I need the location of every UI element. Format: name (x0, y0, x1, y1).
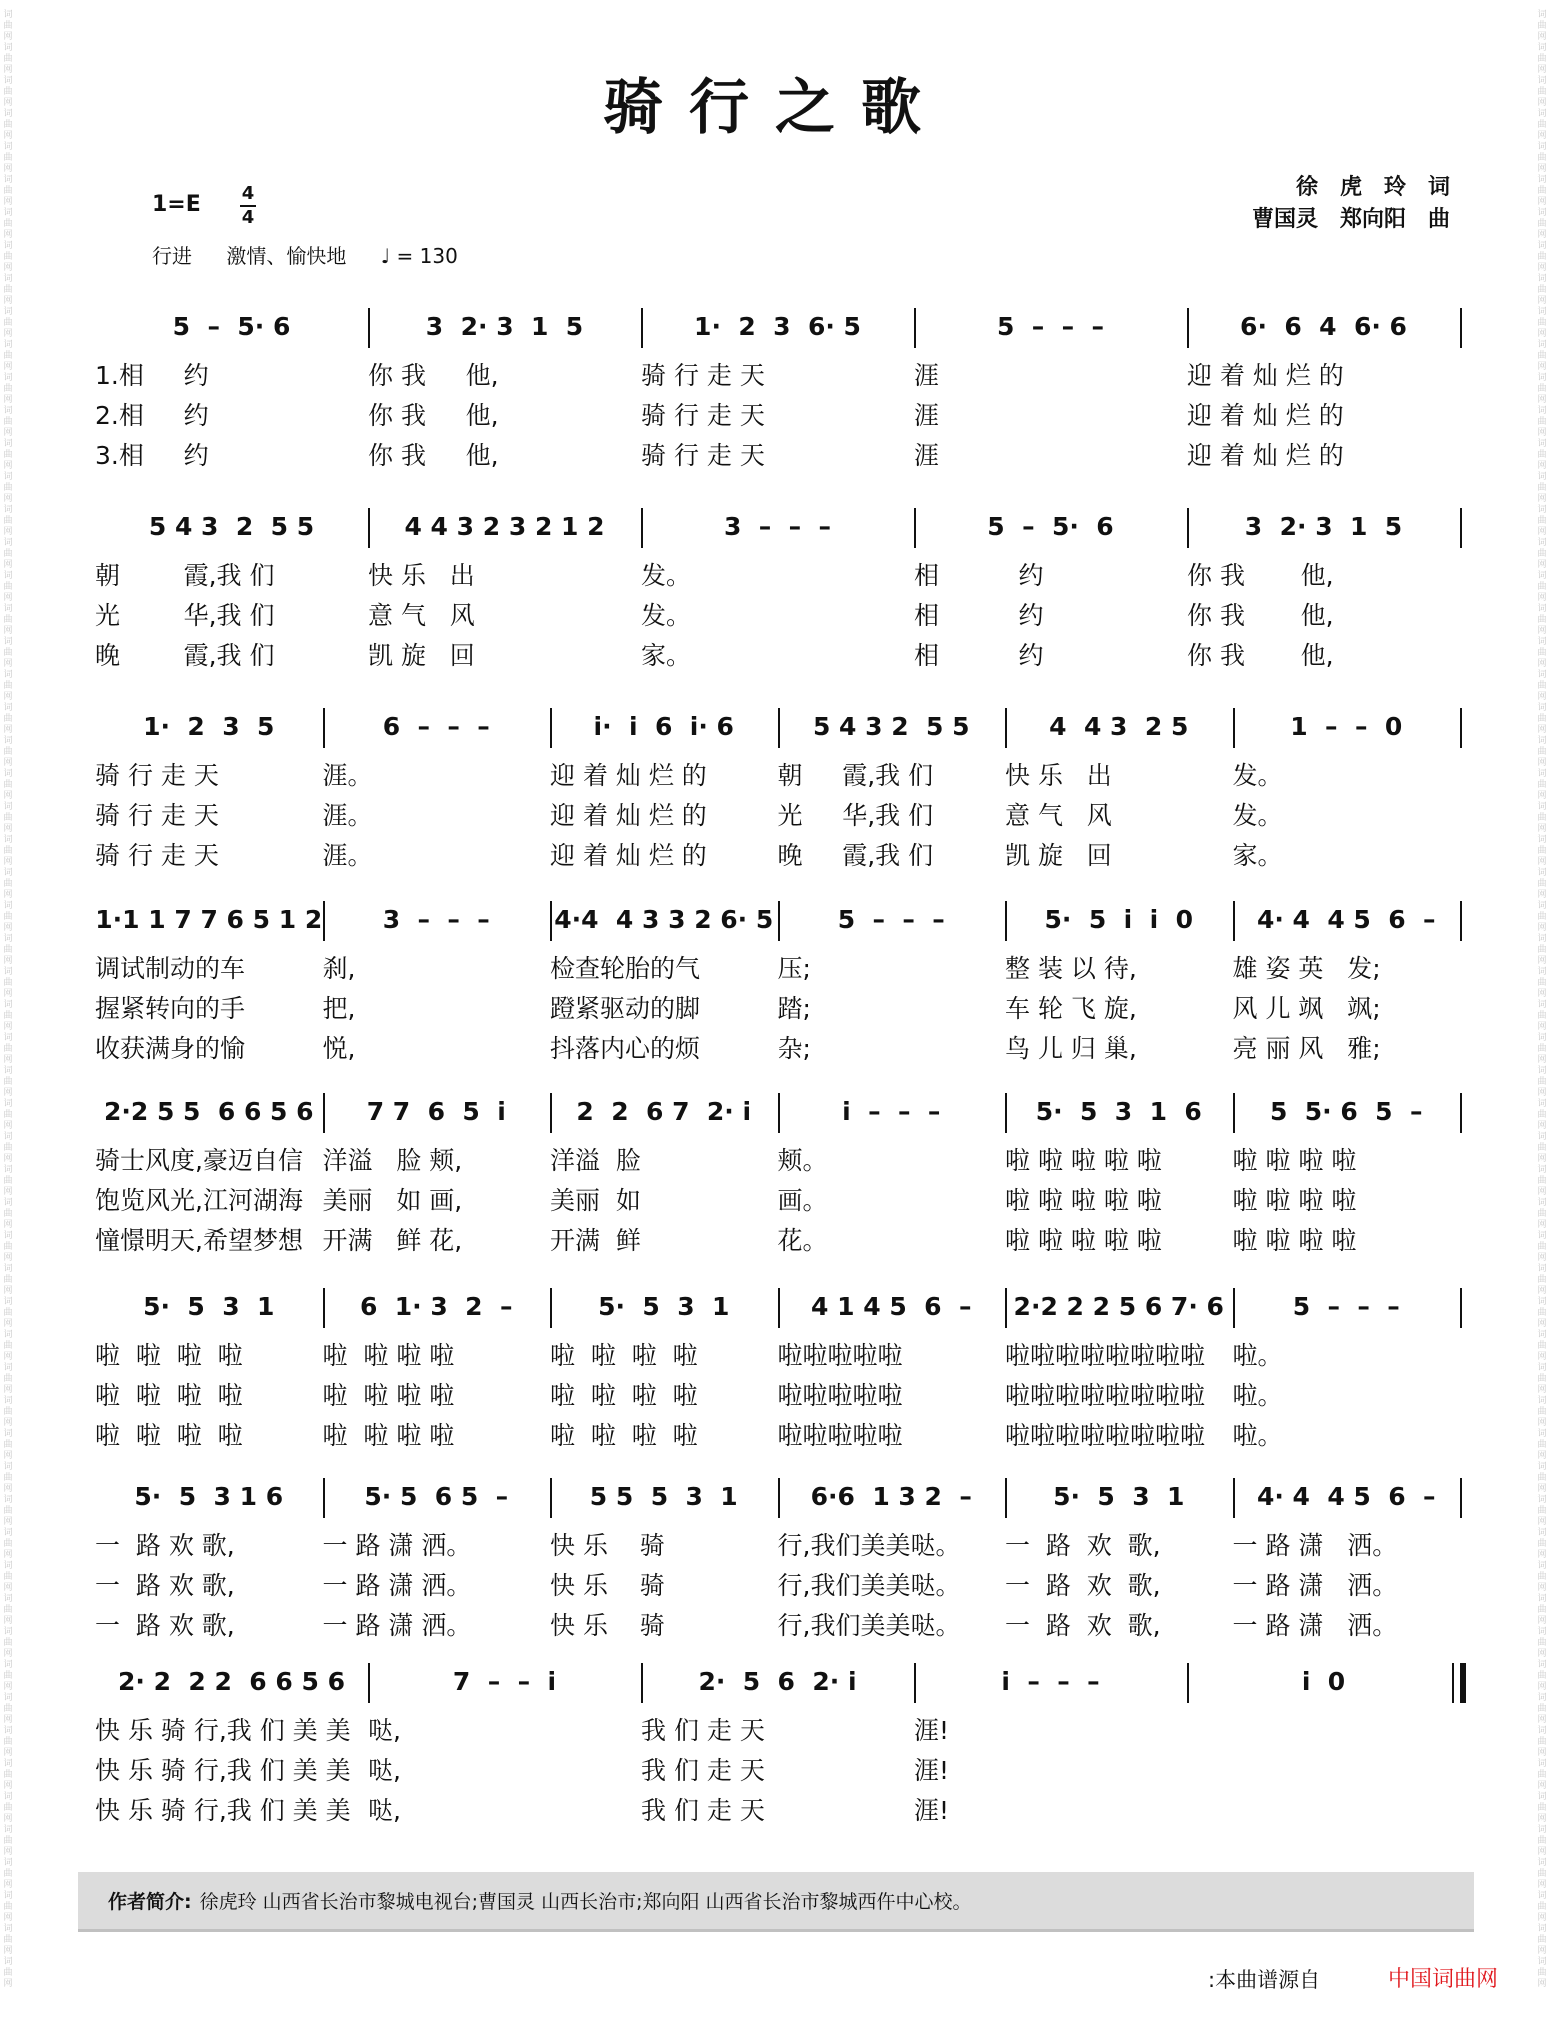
lyric-segment: 啦啦啦啦啦 (777, 1341, 903, 1370)
lyric-segment: 家。 (1232, 841, 1283, 870)
lyric-segment: 涯 (914, 361, 940, 390)
notation-row (95, 700, 1460, 756)
lyric-segment: 快 乐 骑 (550, 1571, 665, 1600)
lyric-line (95, 1336, 1460, 1376)
score-system (95, 1655, 1460, 1831)
lyric-segment: 亮 丽 风 雅; (1232, 1034, 1381, 1063)
lyric-segment: 快 乐 骑 行,我 们 美 美 (95, 1716, 351, 1745)
lyric-line (95, 1526, 1460, 1566)
lyric-segment: 颊。 (777, 1146, 828, 1175)
measure-notes: 5· 5 3 1 6 (1035, 1097, 1202, 1126)
lyric-line (95, 636, 1460, 676)
measure-notes: 2·2 2 2 5 6 7· 6 (1013, 1292, 1224, 1321)
measure-notes: 5 5· 6 5 – (1269, 1097, 1423, 1126)
notation-row (95, 300, 1460, 356)
lyric-segment: 洋溢 脸 (550, 1146, 641, 1175)
measure-notes: 4 4 3 2 3 2 1 2 (404, 512, 605, 541)
measure-notes: 2·2 5 5 6 6 5 6 (103, 1097, 314, 1126)
lyric-segment: 涯 (914, 441, 940, 470)
lyric-segment: 啦。 (1232, 1381, 1283, 1410)
lyric-segment: 快 乐 骑 (550, 1611, 665, 1640)
tempo-marking (152, 240, 486, 269)
lyric-segment: 涯 (914, 401, 940, 430)
lyric-segment: 开满 鲜 (550, 1226, 641, 1255)
measure-notes: 5 4 3 2 5 5 (148, 512, 315, 541)
lyric-segment: 一 路 潇 洒。 (1232, 1611, 1398, 1640)
lyric-segment: 快 乐 出 (368, 561, 475, 590)
lyric-segment: 啦 啦 啦 啦 啦 (1005, 1146, 1162, 1175)
barline (1460, 1093, 1462, 1133)
lyric-segment: 整 装 以 待, (1005, 954, 1137, 983)
lyric-segment: 1.相 约 (95, 361, 209, 390)
measure-notes: 6 – – – (382, 712, 490, 741)
site-name: 中国词曲网 (1388, 1967, 1499, 1992)
lyric-segment: 啦 啦 啦 啦 啦 (1005, 1226, 1162, 1255)
score-system (95, 1280, 1460, 1456)
lyric-segment: 一 路 欢 歌, (95, 1571, 235, 1600)
lyric-segment: 一 路 潇 洒。 (322, 1531, 472, 1560)
measure-notes: 5· 5 3 1 (598, 1292, 730, 1321)
lyric-segment: 一 路 潇 洒。 (1232, 1531, 1398, 1560)
lyric-segment: 压; (777, 954, 811, 983)
notation-row (95, 1655, 1460, 1711)
lyric-segment: 一 路 欢 歌, (95, 1611, 235, 1640)
tempo-bpm: ♩ = 130 (380, 244, 458, 268)
lyric-line (95, 1606, 1460, 1646)
lyric-segment: 涯。 (322, 841, 373, 870)
lyric-segment: 行,我们美美哒。 (777, 1571, 961, 1600)
lyric-segment: 涯。 (322, 801, 373, 830)
lyric-segment: 憧憬明天,希望梦想 (95, 1226, 303, 1255)
lyric-segment: 相 约 (914, 561, 1044, 590)
lyric-segment: 美丽 如 (550, 1186, 641, 1215)
lyric-segment: 啦啦啦啦啦啦啦啦 (1005, 1341, 1206, 1370)
lyric-segment: 发。 (641, 601, 692, 630)
lyric-segment: 啦啦啦啦啦 (777, 1421, 903, 1450)
lyric-segment: 快 乐 骑 行,我 们 美 美 (95, 1796, 351, 1825)
measure-notes: 4 4 3 2 5 (1049, 712, 1189, 741)
lyric-segment: 光 华,我 们 (777, 801, 934, 830)
lyric-segment: 一 路 欢 歌, (1005, 1571, 1161, 1600)
lyric-segment: 发。 (641, 561, 692, 590)
lyric-segment (1187, 1711, 1460, 1751)
lyric-line (95, 756, 1460, 796)
measure-notes: 5 – – – (996, 312, 1105, 341)
lyric-segment: 骑 行 走 天 (95, 801, 219, 830)
lyric-segment: 啦 啦 啦 啦 (95, 1341, 243, 1370)
lyric-segment: 检查轮胎的气 (550, 954, 701, 983)
lyric-segment: 3.相 约 (95, 441, 209, 470)
lyric-segment: 凯 旋 回 (1005, 841, 1112, 870)
barline (1460, 901, 1462, 941)
lyric-segment: 啦啦啦啦啦啦啦啦 (1005, 1381, 1206, 1410)
lyric-line (95, 556, 1460, 596)
notation-row (95, 500, 1460, 556)
lyric-segment: 一 路 欢 歌, (1005, 1531, 1161, 1560)
lyric-segment: 涯! (914, 1796, 950, 1825)
measure-notes: 5· 5 i i 0 (1044, 905, 1193, 934)
lyric-segment: 我 们 走 天 (641, 1716, 765, 1745)
lyric-line (95, 356, 1460, 396)
measure-notes: 5 – 5· 6 (172, 312, 291, 341)
key-signature: 1=E (152, 192, 201, 217)
barline (1460, 1288, 1462, 1328)
lyric-segment: 哒, (368, 1796, 401, 1825)
lyric-segment: 啦 啦 啦 啦 (322, 1341, 455, 1370)
lyric-segment: 饱览风光,江河湖海 (95, 1186, 303, 1215)
lyric-line (95, 989, 1460, 1029)
measure-notes: 3 2· 3 1 5 (1244, 512, 1403, 541)
tempo-style: 行进 (152, 244, 192, 268)
lyric-segment: 你 我 他, (1187, 641, 1334, 670)
lyric-segment: 骑士风度,豪迈自信 (95, 1146, 303, 1175)
left-watermark: 词曲网词曲网词曲网词曲网词曲网词曲网词曲网词曲网词曲网词曲网词曲网词曲网词曲网词曲网词曲网词曲网词曲网词曲网词曲网词曲网词曲网词曲网词曲网词曲网词曲网词曲网词曲网词曲网词曲网词曲网词曲网词曲网词曲网词曲网词曲网词曲网词曲网词曲网词曲网词曲网词曲网词曲网词曲网词曲网词曲网词曲网词曲网词曲网词曲网词曲网词曲网词曲网词曲网词曲网词曲网词曲网词曲网词曲网词曲网词曲网 (3, 10, 13, 1989)
lyric-segment: 2.相 约 (95, 401, 209, 430)
lyric-segment: 涯。 (322, 761, 373, 790)
measure-notes: 5· 5 3 1 (143, 1292, 275, 1321)
lyric-segment: 调试制动的车 (95, 954, 246, 983)
lyric-segment: 刹, (322, 954, 356, 983)
notation-row (95, 893, 1460, 949)
author-info (78, 1872, 1474, 1932)
measure-notes: 7 – – i (452, 1667, 557, 1696)
lyric-segment: 相 约 (914, 641, 1044, 670)
measure-notes: 2 2 6 7 2· i (576, 1097, 752, 1126)
author-info-text: 徐虎玲 山西省长治市黎城电视台;曹国灵 山西长治市;郑向阳 山西省长治市黎城西仵中心校。 (199, 1891, 972, 1913)
measure-notes: 5· 5 3 1 (1053, 1482, 1185, 1511)
lyric-segment: 凯 旋 回 (368, 641, 475, 670)
lyric-line (95, 1376, 1460, 1416)
measure-notes: 4 1 4 5 6 – (811, 1292, 972, 1321)
lyric-line (95, 1711, 1460, 1751)
measure-notes: 4· 4 4 5 6 – (1256, 905, 1436, 934)
measure-notes: 6 1· 3 2 – (359, 1292, 513, 1321)
measure-notes: 5 5 5 3 1 (589, 1482, 738, 1511)
lyric-line (95, 436, 1460, 476)
measure-notes: 2· 5 6 2· i (698, 1667, 857, 1696)
measure-notes: 1 – – 0 (1290, 712, 1403, 741)
lyric-segment: 洋溢 脸 颊, (322, 1146, 463, 1175)
lyric-segment: 风 儿 飒 飒; (1232, 994, 1381, 1023)
measure-notes: 5 4 3 2 5 5 (812, 712, 970, 741)
lyric-segment: 车 轮 飞 旋, (1005, 994, 1137, 1023)
composer-credit: 曹国灵 郑向阳 曲 (1251, 207, 1450, 232)
score-system (95, 1470, 1460, 1646)
lyric-segment: 意 气 风 (1005, 801, 1112, 830)
lyric-segment: 我 们 走 天 (641, 1796, 765, 1825)
lyric-segment: 迎 着 灿 烂 的 (550, 801, 707, 830)
score-system (95, 500, 1460, 676)
lyric-line (95, 1416, 1460, 1456)
lyric-segment: 你 我 他, (368, 401, 499, 430)
lyric-segment: 迎 着 灿 烂 的 (550, 841, 707, 870)
lyric-segment: 啦啦啦啦啦啦啦啦 (1005, 1421, 1206, 1450)
lyric-segment: 一 路 潇 洒。 (1232, 1571, 1398, 1600)
measure-notes: 6·6 1 3 2 – (810, 1482, 972, 1511)
lyric-segment: 你 我 他, (1187, 601, 1334, 630)
notation-row (95, 1085, 1460, 1141)
measure-notes: 4·4 4 3 3 2 6· 5 (554, 905, 774, 934)
lyric-segment: 握紧转向的手 (95, 994, 246, 1023)
tempo-mood: 激情、愉快地 (226, 244, 347, 268)
measure-notes: 1· 2 3 6· 5 (694, 312, 861, 341)
lyric-segment: 发。 (1232, 801, 1283, 830)
lyric-segment: 快 乐 出 (1005, 761, 1112, 790)
lyric-segment: 啦 啦 啦 啦 (1232, 1146, 1357, 1175)
lyric-segment: 涯! (914, 1756, 950, 1785)
lyric-segment: 啦。 (1232, 1341, 1283, 1370)
right-watermark: 词曲网词曲网词曲网词曲网词曲网词曲网词曲网词曲网词曲网词曲网词曲网词曲网词曲网词曲网词曲网词曲网词曲网词曲网词曲网词曲网词曲网词曲网词曲网词曲网词曲网词曲网词曲网词曲网词曲网词曲网词曲网词曲网词曲网词曲网词曲网词曲网词曲网词曲网词曲网词曲网词曲网词曲网词曲网词曲网词曲网词曲网词曲网词曲网词曲网词曲网词曲网词曲网词曲网词曲网词曲网词曲网词曲网词曲网词曲网词曲网 (1537, 10, 1547, 1989)
lyric-line (95, 796, 1460, 836)
measure-notes: 3 2· 3 1 5 (425, 312, 584, 341)
lyric-segment: 啦 啦 啦 啦 (95, 1381, 243, 1410)
lyric-segment: 一 路 欢 歌, (1005, 1611, 1161, 1640)
measure-notes: 7 7 6 5 i (366, 1097, 506, 1126)
meter-bottom: 4 (241, 207, 255, 228)
lyric-segment: 晚 霞,我 们 (95, 641, 275, 670)
lyric-line (95, 1141, 1460, 1181)
lyric-segment: 朝 霞,我 们 (777, 761, 934, 790)
measure-notes: 5 – – – (1292, 1292, 1400, 1321)
lyric-segment: 迎 着 灿 烂 的 (1187, 401, 1344, 430)
measure-notes: 3 – – – (382, 905, 490, 934)
lyric-segment: 意 气 风 (368, 601, 475, 630)
meter-top: 4 (241, 183, 255, 204)
measure-notes: 4· 4 4 5 6 – (1256, 1482, 1436, 1511)
lyric-segment: 啦 啦 啦 啦 (1232, 1226, 1357, 1255)
lyric-segment: 迎 着 灿 烂 的 (1187, 441, 1344, 470)
lyric-line (95, 1566, 1460, 1606)
source-note: :本曲谱源自 (1208, 1968, 1321, 1992)
lyric-segment: 啦 啦 啦 啦 啦 (1005, 1186, 1162, 1215)
measure-notes: 5· 5 6 5 – (364, 1482, 509, 1511)
score-system (95, 700, 1460, 876)
lyric-segment: 花。 (777, 1226, 828, 1255)
lyric-segment: 涯! (914, 1716, 950, 1745)
lyric-segment: 骑 行 走 天 (641, 401, 765, 430)
lyric-segment: 朝 霞,我 们 (95, 561, 275, 590)
lyric-segment: 快 乐 骑 (550, 1531, 665, 1560)
notation-row (95, 1280, 1460, 1336)
credits (1252, 172, 1450, 236)
measure-notes: 3 – – – (723, 512, 832, 541)
author-info-label: 作者简介: (108, 1891, 192, 1913)
lyric-line (95, 1029, 1460, 1069)
lyric-line (95, 596, 1460, 636)
score-system (95, 1085, 1460, 1261)
lyric-segment: 光 华,我 们 (95, 601, 275, 630)
lyric-line (95, 1751, 1460, 1791)
lyric-segment: 画。 (777, 1186, 828, 1215)
lyric-segment (1187, 1751, 1460, 1791)
time-signature (240, 184, 256, 228)
lyric-segment: 迎 着 灿 烂 的 (1187, 361, 1344, 390)
lyric-segment: 骑 行 走 天 (641, 441, 765, 470)
notation-row (95, 1470, 1460, 1526)
lyric-segment: 杂; (777, 1034, 811, 1063)
measure-notes: 5 – – – (837, 905, 945, 934)
lyric-segment: 开满 鲜 花, (322, 1226, 463, 1255)
lyric-segment: 骑 行 走 天 (95, 841, 219, 870)
lyric-segment (1187, 1791, 1460, 1831)
lyric-segment: 啦 啦 啦 啦 (322, 1381, 455, 1410)
lyric-segment: 行,我们美美哒。 (777, 1611, 961, 1640)
lyric-segment: 啦 啦 啦 啦 (550, 1381, 698, 1410)
barline (1460, 508, 1462, 548)
lyric-segment: 啦 啦 啦 啦 (1232, 1186, 1357, 1215)
lyric-segment: 骑 行 走 天 (641, 361, 765, 390)
lyric-line (95, 396, 1460, 436)
lyric-line (95, 1221, 1460, 1261)
lyric-segment: 啦 啦 啦 啦 (550, 1341, 698, 1370)
lyric-segment: 啦。 (1232, 1421, 1283, 1450)
lyric-segment: 悦, (322, 1034, 356, 1063)
lyric-segment: 啦 啦 啦 啦 (322, 1421, 455, 1450)
measure-notes: 1·1 1 7 7 6 5 1 2 (95, 905, 323, 934)
lyric-segment: 相 约 (914, 601, 1044, 630)
lyric-line (95, 1791, 1460, 1831)
lyric-segment: 哒, (368, 1756, 401, 1785)
lyric-segment: 你 我 他, (368, 361, 499, 390)
lyric-segment: 啦啦啦啦啦 (777, 1381, 903, 1410)
measure-notes: i· i 6 i· 6 (593, 712, 734, 741)
measure-notes: 5 – 5· 6 (987, 512, 1114, 541)
lyric-segment: 踏; (777, 994, 811, 1023)
lyric-segment: 行,我们美美哒。 (777, 1531, 961, 1560)
measure-notes: 2· 2 2 2 6 6 5 6 (118, 1667, 345, 1696)
lyric-segment: 鸟 儿 归 巢, (1005, 1034, 1137, 1063)
measure-notes: 6· 6 4 6· 6 (1240, 312, 1407, 341)
lyric-segment: 啦 啦 啦 啦 (550, 1421, 698, 1450)
measure-notes: 1· 2 3 5 (143, 712, 275, 741)
lyric-segment: 晚 霞,我 们 (777, 841, 934, 870)
lyric-segment: 骑 行 走 天 (95, 761, 219, 790)
lyric-segment: 把, (322, 994, 356, 1023)
song-title: 骑行之歌 (603, 73, 947, 143)
lyric-segment: 我 们 走 天 (641, 1756, 765, 1785)
lyric-segment: 蹬紧驱动的脚 (550, 994, 701, 1023)
lyricist-credit: 徐 虎 玲 词 (1295, 175, 1450, 200)
lyric-segment: 美丽 如 画, (322, 1186, 463, 1215)
measure-notes: i – – – (1001, 1667, 1100, 1696)
lyric-segment: 一 路 潇 洒。 (322, 1571, 472, 1600)
barline (1460, 708, 1462, 748)
lyric-segment: 你 我 他, (1187, 561, 1334, 590)
score-system (95, 300, 1460, 476)
lyric-line (95, 1181, 1460, 1221)
barline (1460, 1478, 1462, 1518)
lyric-segment: 雄 姿 英 发; (1232, 954, 1381, 983)
measure-notes: i 0 (1301, 1667, 1346, 1696)
measure-notes: 5· 5 3 1 6 (134, 1482, 284, 1511)
lyric-segment: 快 乐 骑 行,我 们 美 美 (95, 1756, 351, 1785)
lyric-segment: 一 路 欢 歌, (95, 1531, 235, 1560)
lyric-segment: 家。 (641, 641, 692, 670)
lyric-segment: 抖落内心的烦 (550, 1034, 701, 1063)
barline (1460, 308, 1462, 348)
score-system (95, 893, 1460, 1069)
lyric-segment: 发。 (1232, 761, 1283, 790)
lyric-segment: 你 我 他, (368, 441, 499, 470)
lyric-line (95, 836, 1460, 876)
lyric-segment: 收获满身的愉 (95, 1034, 246, 1063)
lyric-line (95, 949, 1460, 989)
measure-notes: i – – – (842, 1097, 941, 1126)
lyric-segment: 啦 啦 啦 啦 (95, 1421, 243, 1450)
lyric-segment: 迎 着 灿 烂 的 (550, 761, 707, 790)
lyric-segment: 一 路 潇 洒。 (322, 1611, 472, 1640)
lyric-segment: 哒, (368, 1716, 401, 1745)
